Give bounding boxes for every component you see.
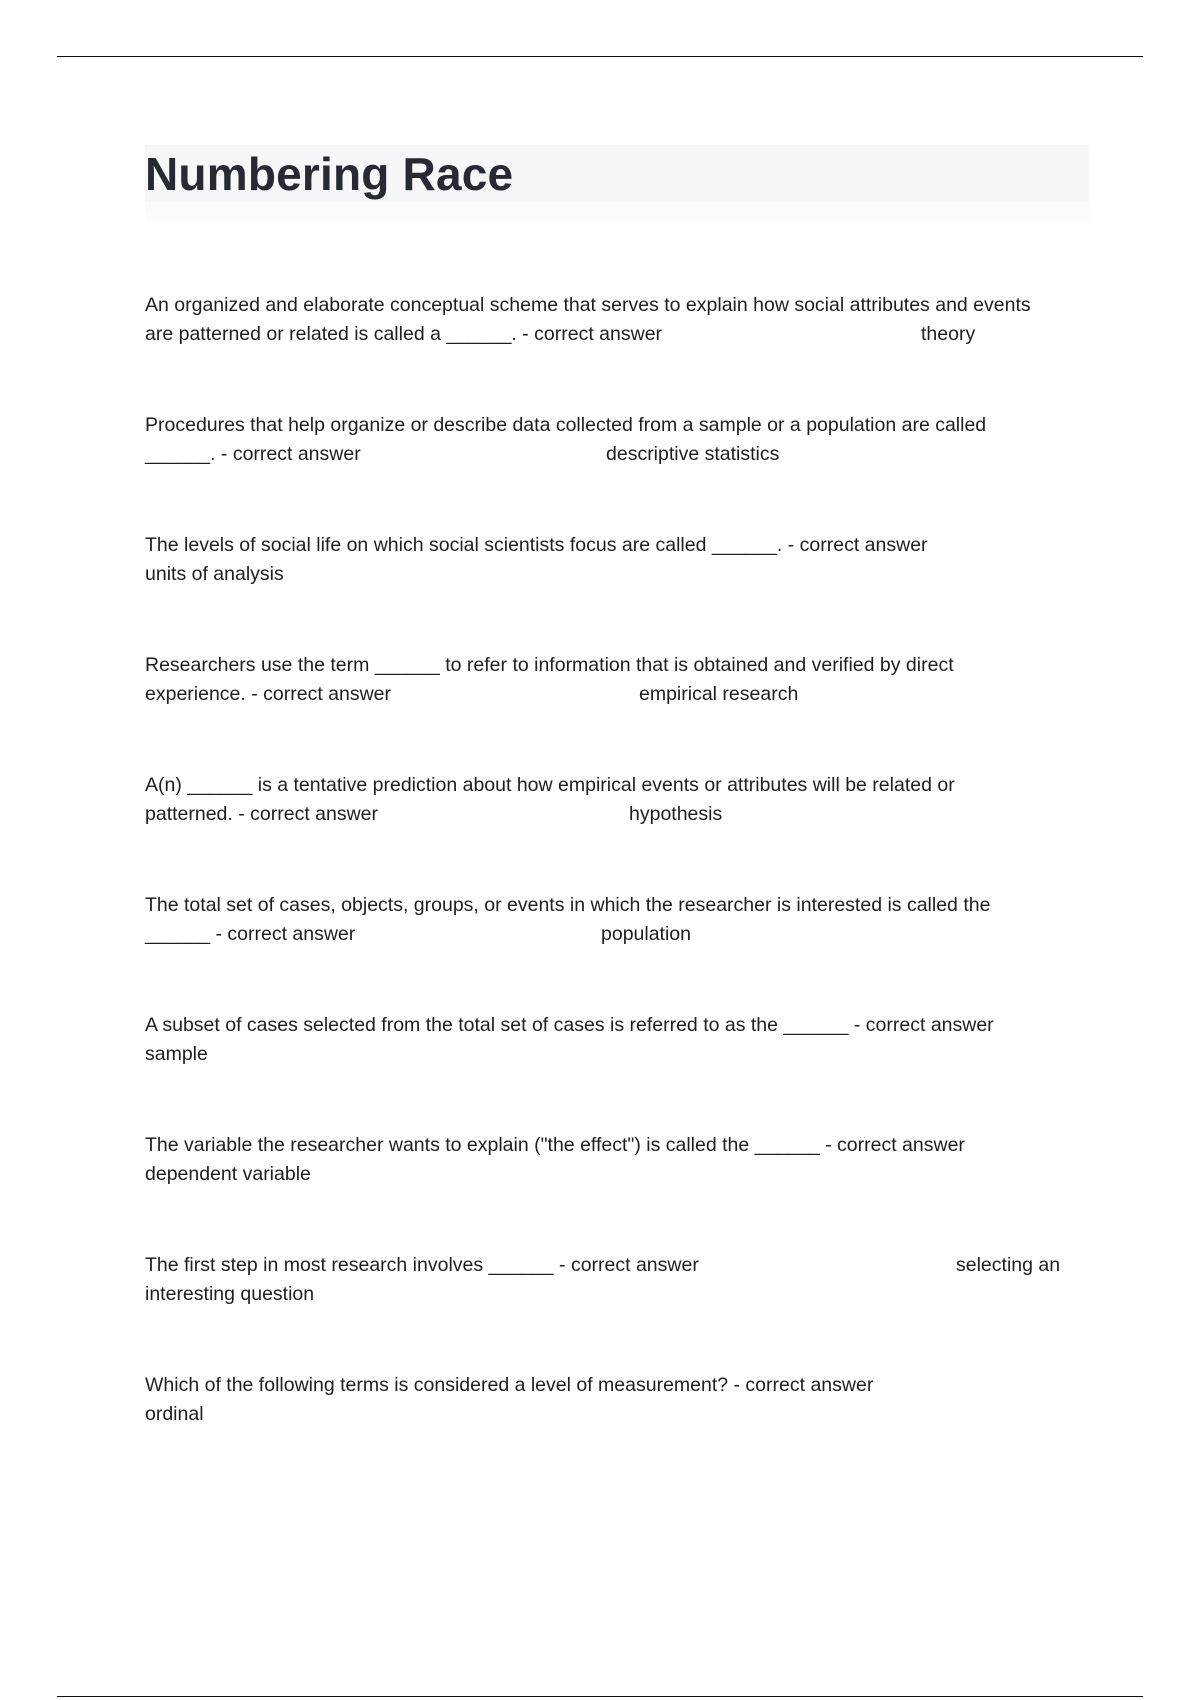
question-text: ______ - correct answer (145, 923, 356, 945)
title-band-fade (145, 202, 1089, 238)
answer-text: selecting an (956, 1254, 1061, 1276)
qa-item-8 (145, 1131, 1075, 1189)
question-text: Procedures that help organize or describe data collected from a sample or a population are called (145, 414, 987, 436)
answer-text: empirical research (639, 683, 799, 705)
qa-item-9 (145, 1251, 1075, 1309)
question-text: are patterned or related is called a ______. - correct answer (145, 323, 663, 345)
answer-text: population (601, 923, 691, 945)
question-text: Researchers use the term ______ to refer to information that is obtained and verified by direct (145, 654, 954, 676)
answer-text-continued: interesting question (145, 1283, 315, 1305)
answer-text: dependent variable (145, 1163, 311, 1185)
question-text: A subset of cases selected from the total set of cases is referred to as the ______ - correct answer (145, 1014, 994, 1036)
question-text: ______. - correct answer (145, 443, 361, 465)
qa-item-10 (145, 1371, 1075, 1429)
question-text: A(n) ______ is a tentative prediction about how empirical events or attributes will be related or (145, 774, 955, 796)
top-rule (57, 56, 1143, 57)
answer-text: theory (921, 323, 976, 345)
qa-item-1 (145, 291, 1075, 349)
answer-text: sample (145, 1043, 208, 1065)
question-text: patterned. - correct answer (145, 803, 379, 825)
qa-item-7 (145, 1011, 1075, 1069)
question-text: The levels of social life on which social scientists focus are called ______. - correct answer (145, 534, 928, 556)
answer-text: descriptive statistics (606, 443, 780, 465)
qa-item-3 (145, 531, 1075, 589)
answer-text: ordinal (145, 1403, 204, 1425)
qa-item-6 (145, 891, 1075, 949)
page-title: Numbering Race (145, 148, 514, 200)
question-text: The first step in most research involves ______ - correct answer (145, 1254, 699, 1276)
qa-item-5 (145, 771, 1075, 829)
qa-item-2 (145, 411, 1075, 469)
question-text: The variable the researcher wants to explain ("the effect") is called the ______ - correct answer (145, 1134, 965, 1156)
question-text: The total set of cases, objects, groups, or events in which the researcher is interested is called the (145, 894, 991, 916)
bottom-rule (57, 1696, 1143, 1697)
question-text: An organized and elaborate conceptual scheme that serves to explain how social attributes and events (145, 294, 1031, 316)
qa-item-4 (145, 651, 1075, 709)
answer-text: hypothesis (629, 803, 723, 825)
question-text: experience. - correct answer (145, 683, 392, 705)
question-text: Which of the following terms is considered a level of measurement? - correct answer (145, 1374, 874, 1396)
answer-text: units of analysis (145, 563, 284, 585)
